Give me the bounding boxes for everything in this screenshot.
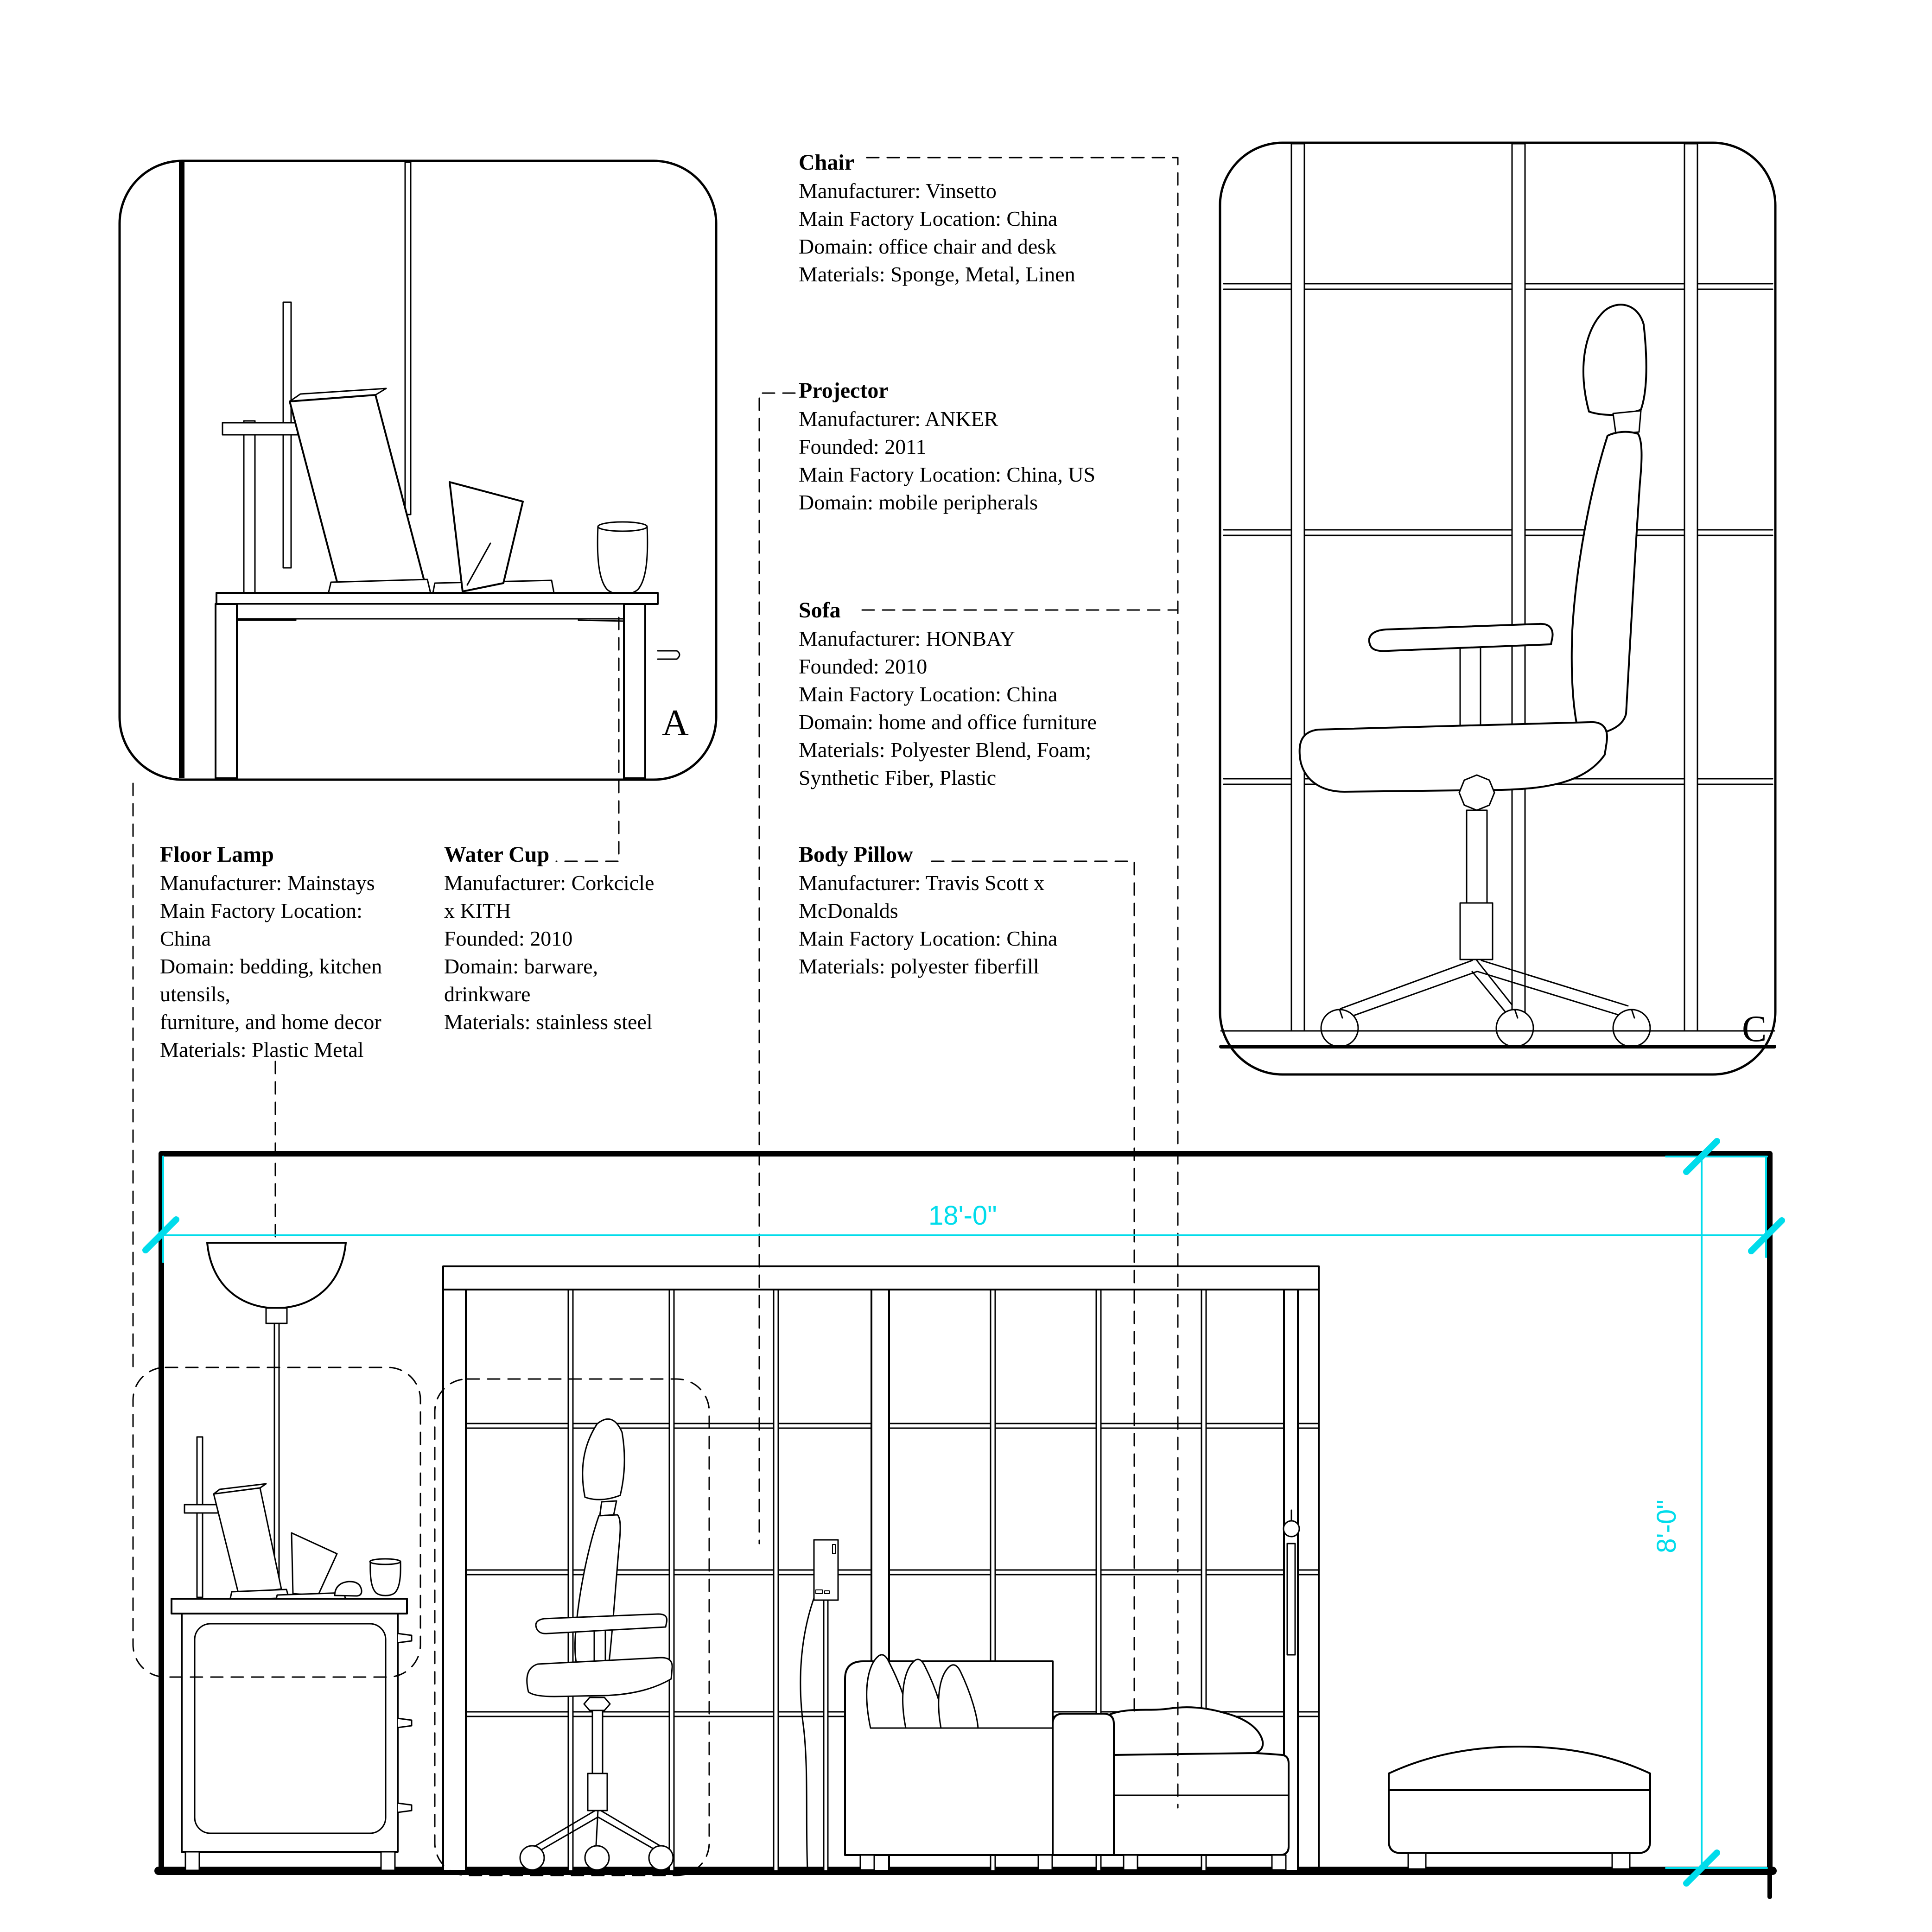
callout-line: Main Factory Location: China xyxy=(799,927,1058,950)
dimension-width-label: 18'-0" xyxy=(928,1201,997,1231)
leader-water-cup xyxy=(556,617,619,861)
callout-sofa xyxy=(799,596,1097,792)
tilted-panel-a xyxy=(290,388,431,598)
callout-body-pillow-lines xyxy=(799,869,1057,980)
callout-line: Manufacturer: Corkcicle xyxy=(444,871,655,895)
grid-window-c xyxy=(1224,144,1773,1031)
callout-line: Main Factory Location: China xyxy=(799,207,1058,230)
callout-line: Main Factory Location: China, US xyxy=(799,463,1096,486)
callout-line: Synthetic Fiber, Plastic xyxy=(799,766,997,789)
callout-line: Materials: Sponge, Metal, Linen xyxy=(799,262,1075,286)
sofa-chaise xyxy=(1114,1751,1289,1855)
chair-casters xyxy=(1321,1010,1650,1047)
chair-gas-lift xyxy=(1467,810,1487,903)
callout-floor-lamp-title: Floor Lamp xyxy=(160,842,274,867)
water-cup-a xyxy=(597,522,648,595)
office-chair-large xyxy=(1300,305,1650,1047)
callout-line: Manufacturer: Travis Scott x xyxy=(799,871,1045,895)
sofa-arm xyxy=(1053,1714,1114,1855)
callout-line: Founded: 2010 xyxy=(444,927,573,950)
callout-body-pillow-title: Body Pillow xyxy=(799,842,913,867)
callout-chair-title: Chair xyxy=(799,150,854,175)
projector-drawing xyxy=(801,1540,838,1871)
callout-chair xyxy=(799,148,1075,288)
chair-lift-sleeve xyxy=(1460,903,1493,960)
callout-body-pillow xyxy=(799,840,1057,980)
callout-line: Materials: polyester fiberfill xyxy=(799,954,1039,978)
callout-line: Materials: Polyester Blend, Foam; xyxy=(799,738,1092,762)
callout-projector-title: Projector xyxy=(799,378,889,403)
chair-headrest xyxy=(1583,305,1646,415)
desk-drawing xyxy=(172,1437,412,1870)
callout-chair-lines xyxy=(799,177,1075,288)
dimension-height-label: 8'-0" xyxy=(1651,1500,1682,1553)
callout-line: Domain: barware, xyxy=(444,954,598,978)
wall-edge-line xyxy=(179,162,184,778)
chair-arm-post xyxy=(1460,644,1481,727)
office-chair-small xyxy=(520,1419,673,1870)
detail-c-label: C xyxy=(1742,1009,1767,1049)
callout-sofa-title: Sofa xyxy=(799,598,841,623)
callout-line: Domain: bedding, kitchen xyxy=(160,954,382,978)
sofa-drawing xyxy=(845,1655,1289,1870)
desk-stand-a xyxy=(222,302,298,620)
desk-items-drawing xyxy=(184,1437,400,1602)
callout-water-cup-lines xyxy=(444,869,654,1036)
ottoman-drawing xyxy=(1389,1747,1650,1869)
callout-line: Materials: Plastic Metal xyxy=(160,1038,364,1061)
detail-a-label: A xyxy=(662,703,689,744)
callout-floor-lamp-lines xyxy=(160,869,382,1064)
callout-line: Main Factory Location: xyxy=(160,899,362,922)
detail-view-a xyxy=(120,161,716,780)
callout-line: utensils, xyxy=(160,982,231,1006)
chair-backrest xyxy=(1572,432,1642,738)
callout-line: furniture, and home decor xyxy=(160,1010,381,1034)
callout-projector xyxy=(799,376,1095,516)
callout-floor-lamp xyxy=(160,840,382,1064)
callout-line: Manufacturer: ANKER xyxy=(799,407,998,431)
callout-sofa-lines xyxy=(799,625,1097,792)
callout-line: Founded: 2011 xyxy=(799,435,927,458)
callout-water-cup xyxy=(444,840,654,1036)
chair-neck xyxy=(1613,411,1641,434)
callout-line: China xyxy=(160,927,211,950)
lamp-pole-a xyxy=(405,162,411,515)
callout-line: McDonalds xyxy=(799,899,898,922)
callout-line: Manufacturer: Vinsetto xyxy=(799,179,997,203)
laptop-a xyxy=(432,482,554,598)
callout-line: Manufacturer: HONBAY xyxy=(799,627,1016,650)
callout-line: Domain: home and office furniture xyxy=(799,710,1097,734)
callout-line: Manufacturer: Mainstays xyxy=(160,871,375,895)
detail-view-c xyxy=(1220,143,1775,1074)
callout-water-cup-title: Water Cup xyxy=(444,842,550,867)
callout-line: Founded: 2010 xyxy=(799,655,928,678)
callout-line: Domain: mobile peripherals xyxy=(799,490,1038,514)
callout-line: Domain: office chair and desk xyxy=(799,235,1057,258)
callout-line: x KITH xyxy=(444,899,511,922)
callout-line: Main Factory Location: China xyxy=(799,682,1058,706)
callout-projector-lines xyxy=(799,405,1095,516)
callout-line: Materials: stainless steel xyxy=(444,1010,653,1034)
elevation-view xyxy=(159,1154,1773,1897)
chair-seat xyxy=(1300,722,1607,792)
chair-base-legs xyxy=(1341,960,1628,1018)
chair-hub xyxy=(1459,775,1494,810)
callout-line: drinkware xyxy=(444,982,531,1006)
